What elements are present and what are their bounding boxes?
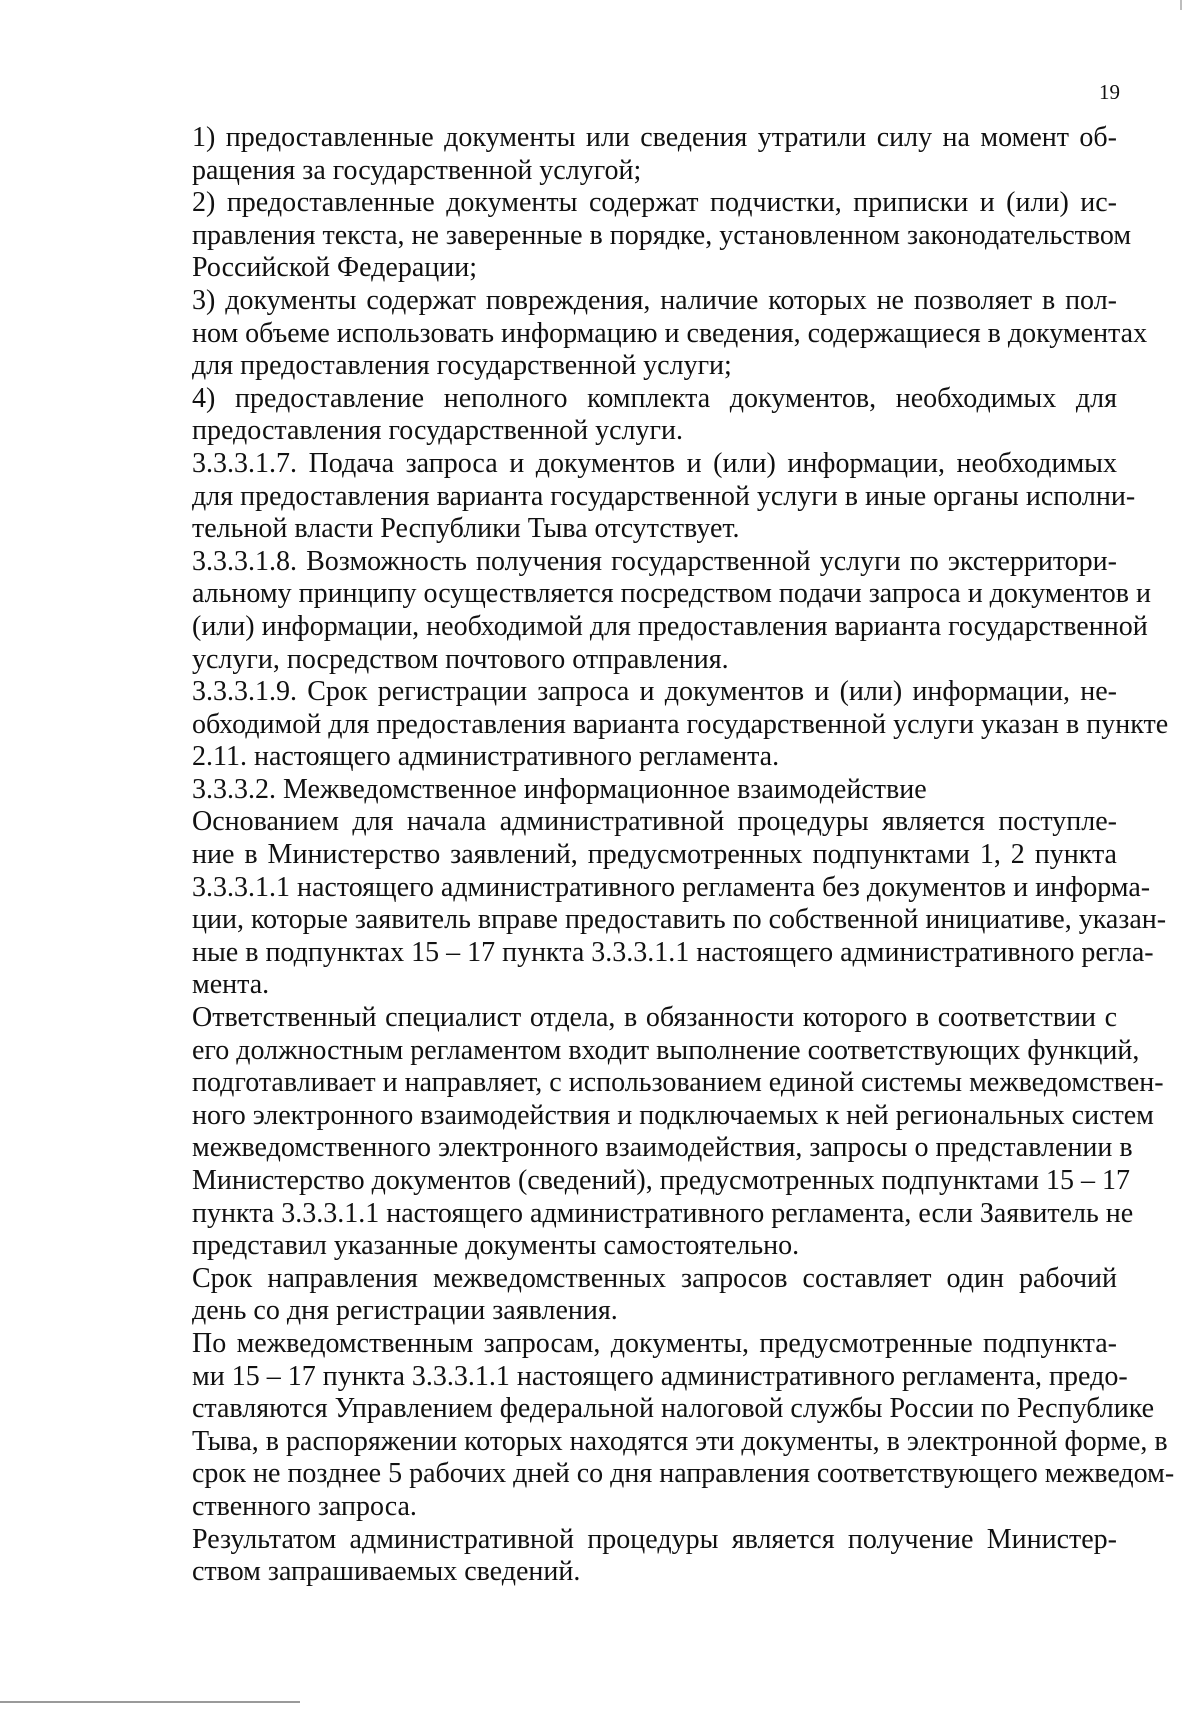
paragraph-condition-2 <box>120 187 1132 285</box>
text-line: Срок направления межведомственных запросов составляет один рабочий <box>192 1262 1117 1294</box>
text-line: представил указанные документы самостоятельно. <box>192 1230 800 1262</box>
text-line: обходимой для предоставления варианта государственной услуги указан в пункте <box>192 708 1169 740</box>
text-line: ного электронного взаимодействия и подключаемых к ней региональных систем <box>192 1099 1154 1131</box>
text-line: 2) предоставленные документы содержат подчистки, приписки и (или) ис- <box>192 187 1117 219</box>
text-line: ние в Министерство заявлений, предусмотренных подпунктами 1, 2 пункта <box>192 839 1117 871</box>
paragraph-condition-1 <box>120 122 1117 187</box>
text-line: ные в подпунктах 15 – 17 пункта 3.3.3.1.1 настоящего административного регла- <box>192 936 1154 968</box>
text-line: Российской Федерации; <box>192 252 478 284</box>
document-body <box>120 122 1175 1589</box>
text-line: 1) предоставленные документы или сведения утратили силу на момент об- <box>192 122 1117 153</box>
paragraph-interagency-requests <box>120 1327 1175 1524</box>
text-line: ми 15 – 17 пункта 3.3.3.1.1 настоящего административного регламента, предо- <box>192 1360 1128 1392</box>
text-line: 3.3.3.1.7. Подача запроса и документов и (или) информации, необходимых <box>192 447 1117 479</box>
page-number: 19 <box>1099 80 1120 104</box>
text-line: ставляются Управлением федеральной налоговой службы России по Республике <box>192 1393 1155 1425</box>
text-line: 3) документы содержат повреждения, наличие которых не позволяет в пол- <box>192 284 1117 316</box>
text-line: мента. <box>192 969 270 1001</box>
text-line: для предоставления государственной услуги; <box>192 350 732 382</box>
paragraph-3-3-3-1-7 <box>120 447 1136 546</box>
text-line: 3.3.3.1.9. Срок регистрации запроса и документов и (или) информации, не- <box>192 676 1117 708</box>
text-line: ном объеме использовать информацию и сведения, содержащиеся в документах <box>192 317 1148 349</box>
text-line: подготавливает и направляет, с использованием единой системы межведомствен- <box>192 1067 1164 1099</box>
text-line: день со дня регистрации заявления. <box>192 1295 618 1327</box>
paragraph-3-3-3-1-9 <box>120 676 1169 774</box>
text-line: межведомственного электронного взаимодействия, запросы о представлении в <box>192 1132 1133 1164</box>
text-line: предоставления государственной услуги. <box>192 415 683 447</box>
text-line: ращения за государственной услугой; <box>192 154 642 186</box>
text-line: ственного запроса. <box>192 1490 417 1522</box>
text-line: Основанием для начала административной процедуры является поступле- <box>192 806 1117 838</box>
text-line: правления текста, не заверенные в порядке, установленном законодательством <box>192 219 1132 251</box>
text-line: 4) предоставление неполного комплекта документов, необходимых для <box>192 382 1117 414</box>
text-line: Ответственный специалист отдела, в обязанности которого в соответствии с <box>192 1002 1117 1034</box>
text-line: 3.3.3.2. Межведомственное информационное взаимодействие <box>192 773 927 805</box>
paragraph-condition-3 <box>120 284 1148 383</box>
text-line: альному принципу осуществляется посредством подачи запроса и документов и <box>192 578 1151 610</box>
text-line: услуги, посредством почтового отправления. <box>192 643 729 675</box>
text-line: 3.3.3.1.8. Возможность получения государственной услуги по экстерритори- <box>192 545 1117 577</box>
text-line: его должностным регламентом входит выполнение соответствующих функций, <box>192 1034 1140 1066</box>
scan-edge-mark <box>0 1701 300 1703</box>
text-line: (или) информации, необходимой для предоставления варианта государственной <box>192 610 1148 642</box>
paragraph-basis <box>120 806 1167 1002</box>
text-line: По межведомственным запросам, документы, предусмотренные подпункта- <box>192 1327 1117 1359</box>
text-line: Министерство документов (сведений), предусмотренных подпунктами 15 – 17 <box>192 1165 1130 1196</box>
text-line: Тыва, в распоряжении которых находятся эти документы, в электронной форме, в <box>192 1425 1168 1457</box>
text-line: Результатом административной процедуры является получение Министер- <box>192 1523 1117 1555</box>
paragraph-condition-4 <box>120 383 1117 448</box>
scan-edge-mark <box>1180 0 1182 10</box>
text-line: для предоставления варианта государственной услуги в иные органы исполни- <box>192 480 1136 512</box>
paragraph-result <box>120 1524 1117 1589</box>
text-line: срок не позднее 5 рабочих дней со дня направления соответствующего межведом- <box>192 1458 1175 1490</box>
paragraph-3-3-3-1-8 <box>120 545 1151 676</box>
paragraph-request-deadline <box>120 1263 1117 1328</box>
text-line: ции, которые заявитель вправе предоставить по собственной инициативе, указан- <box>192 904 1167 936</box>
paragraph-responsible-specialist <box>120 1002 1164 1263</box>
text-line: пункта 3.3.3.1.1 настоящего административного регламента, если Заявитель не <box>192 1197 1134 1229</box>
section-heading-3-3-3-2 <box>120 774 1117 807</box>
text-line: ством запрашиваемых сведений. <box>192 1556 581 1588</box>
text-line: 2.11. настоящего административного регламента. <box>192 741 780 773</box>
text-line: тельной власти Республики Тыва отсутствует. <box>192 513 740 545</box>
text-line: 3.3.3.1.1 настоящего административного регламента без документов и информа- <box>192 871 1151 903</box>
